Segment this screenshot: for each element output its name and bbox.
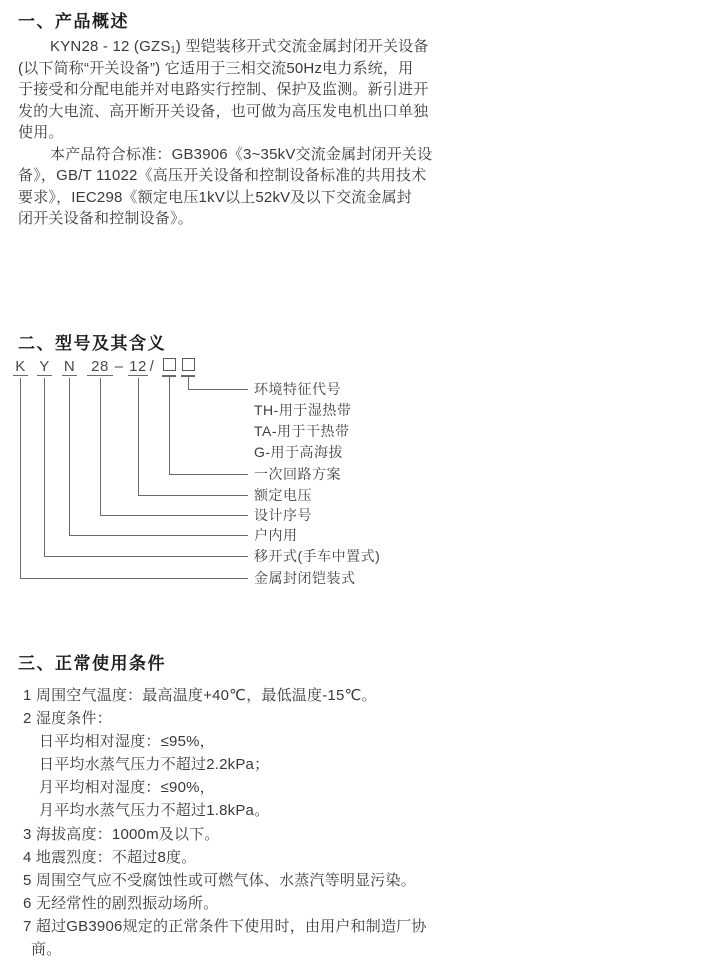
- label-indoor-use: 户内用: [254, 527, 298, 543]
- connector-line-12: [138, 378, 139, 495]
- label-withdrawable-type: 移开式(手车中置式): [254, 548, 381, 564]
- connector-elbow-box1: [169, 474, 248, 475]
- connector-elbow-n: [69, 535, 248, 536]
- overview-para1-line: 于接受和分配电能并对电路实行控制、保护及监测。新引进开: [18, 81, 429, 98]
- overview-para1-line: 使用。: [18, 124, 64, 141]
- model-token-12: 12: [129, 358, 147, 375]
- model-token-28: 28: [87, 358, 113, 376]
- label-g-high-altitude: G-用于高海拔: [254, 444, 344, 460]
- label-primary-scheme: 一次回路方案: [254, 466, 341, 482]
- model-token-slash: /: [149, 358, 155, 375]
- label-ta-dry-tropics: TA-用于干热带: [254, 423, 350, 439]
- condition-item-2-sub: 日平均水蒸气压力不超过2.2kPa；: [39, 756, 270, 774]
- label-rated-voltage: 额定电压: [254, 487, 312, 503]
- overview-para2-line: 闭开关设备和控制设备》。: [18, 210, 193, 227]
- label-design-number: 设计序号: [254, 507, 312, 523]
- condition-item-3: 3 海拔高度：1000m及以下。: [23, 825, 220, 843]
- connector-line-box1: [169, 376, 170, 474]
- condition-item-5: 5 周围空气应不受腐蚀性或可燃气体、水蒸汽等明显污染。: [23, 871, 416, 889]
- connector-line-y: [44, 378, 45, 556]
- connector-elbow-k: [20, 578, 248, 579]
- connector-line-28: [100, 378, 101, 515]
- condition-item-6: 6 无经常性的剧烈振动场所。: [23, 894, 219, 912]
- label-environment-code: 环境特征代号: [254, 381, 341, 397]
- overview-para2-line: 本产品符合标准：GB3906《3~35kV交流金属封闭开关设: [50, 145, 433, 163]
- condition-item-4: 4 地震烈度：不超过8度。: [23, 848, 197, 866]
- model-designation-diagram: [0, 0, 450, 600]
- condition-item-7-cont: 商。: [31, 941, 62, 959]
- condition-item-1: 1 周围空气温度：最高温度+40℃，最低温度-15℃。: [23, 687, 377, 704]
- condition-item-2-sub: 日平均相对湿度：≤95%，: [39, 733, 215, 751]
- condition-item-7: 7 超过GB3906规定的正常条件下使用时，由用户和制造厂协: [23, 917, 427, 935]
- model-token-n: N: [63, 358, 76, 375]
- connector-elbow-y: [44, 556, 248, 557]
- label-th-humid-tropics: TH-用于湿热带: [254, 402, 352, 418]
- model-token-y: Y: [37, 358, 52, 376]
- connector-elbow-12: [138, 495, 248, 496]
- connector-line-box2: [188, 376, 189, 389]
- overview-para2-line: 备》，GB/T 11022《高压开关设备和控制设备标准的共用技术: [18, 167, 427, 184]
- connector-line-k: [20, 378, 21, 578]
- model-token-k: K: [13, 358, 28, 376]
- connector-line-n: [69, 378, 70, 535]
- section-conditions-heading: 三、正常使用条件: [18, 654, 166, 673]
- condition-item-2: 2 湿度条件：: [23, 710, 112, 728]
- overview-para1-line: KYN28 - 12 (GZS₁) 型铠装移开式交流金属封闭开关设备: [50, 38, 429, 55]
- section-model-heading: 二、型号及其含义: [18, 334, 166, 353]
- condition-item-2-sub: 月平均相对湿度：≤90%，: [39, 779, 215, 797]
- label-metal-clad-type: 金属封闭铠装式: [254, 570, 356, 586]
- overview-para1-line: (以下简称“开关设备”) 它适用于三相交流50Hz电力系统，用: [18, 59, 414, 77]
- section-overview-heading: 一、产品概述: [18, 12, 129, 31]
- overview-para2-line: 要求》，IEC298《额定电压1kV以上52kV及以下交流金属封: [18, 188, 412, 206]
- model-token-dash: –: [114, 358, 124, 375]
- condition-item-2-sub: 月平均水蒸气压力不超过1.8kPa。: [39, 802, 270, 820]
- connector-elbow-28: [100, 515, 248, 516]
- model-placeholder-box-1: [163, 358, 176, 371]
- model-placeholder-box-2: [182, 358, 195, 371]
- connector-elbow-box2: [188, 389, 248, 390]
- overview-para1-line: 发的大电流、高开断开关设备，也可做为高压发电机出口单独: [18, 102, 429, 120]
- conditions-list: [0, 684, 460, 961]
